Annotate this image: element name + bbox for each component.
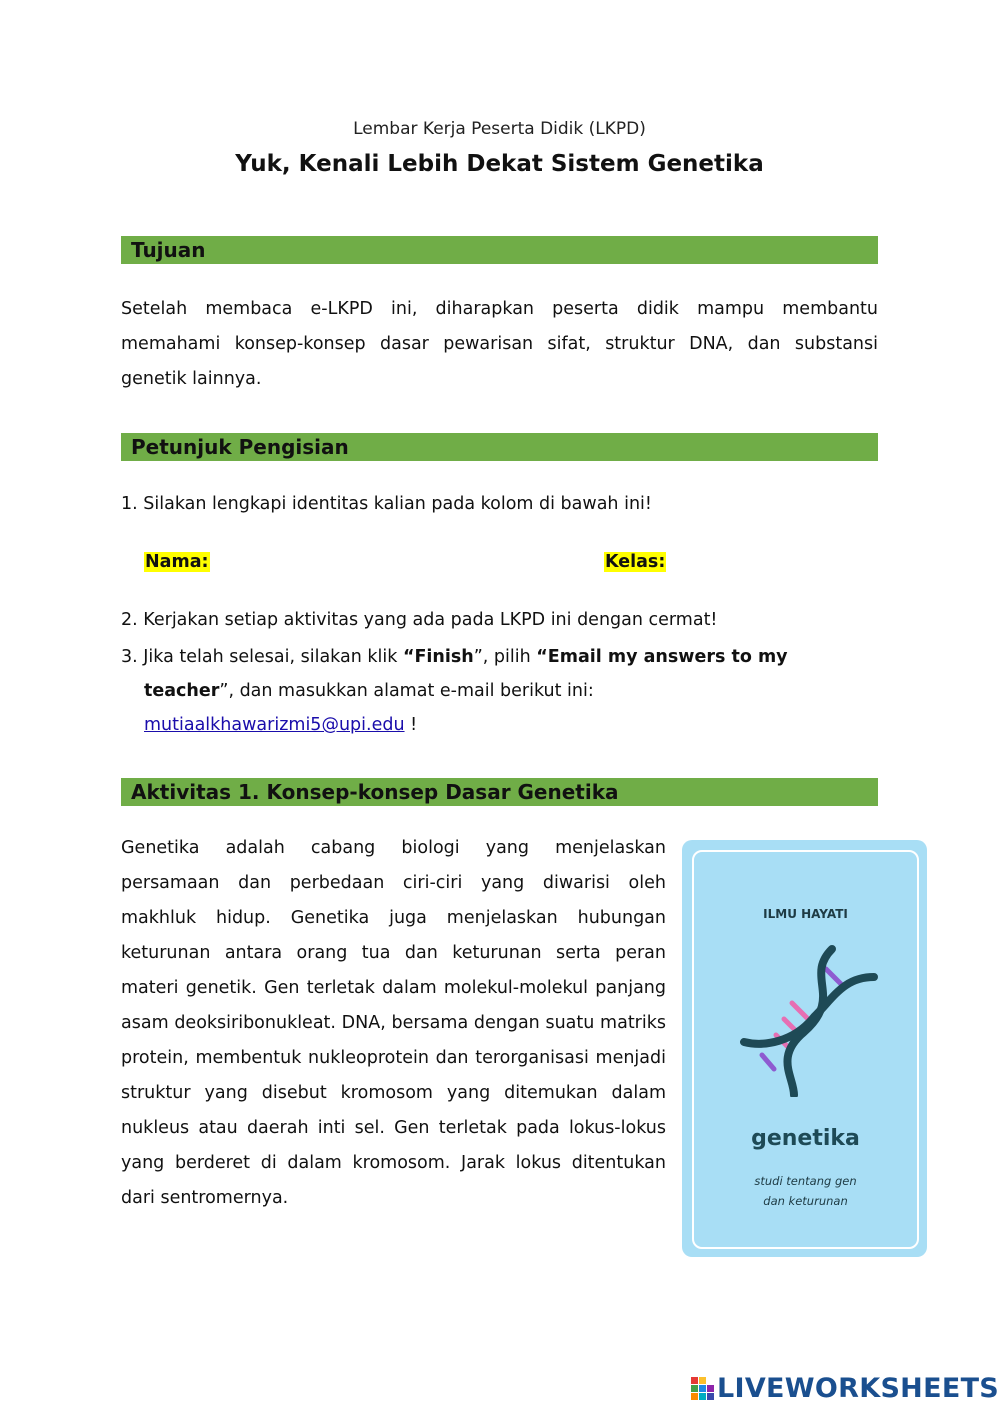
aktivitas-1-paragraph: Genetika adalah cabang biologi yang menjelaskan persamaan dan perbedaan ciri-ciri yang diwarisi oleh makhluk hidup. Genetika juga menjelaskan hubungan keturunan antara orang tua dan keturunan serta peran materi genetik. Gen terletak dalam molekul-molekul panjang asam deoksiribonukleat. DNA, bersama dengan suatu matriks protein, membentuk nukleoprotein dan terorganisasi menjadi struktur yang disebut kromosom yang ditemukan dalam nukleus atau daerah inti sel. Gen terletak pada lokus-lokus yang berderet di dalam kromosom. Jarak lokus ditentukan dari sentromernya. — [121, 838, 666, 1208]
document-subtitle: Lembar Kerja Peserta Didik (LKPD) — [353, 119, 646, 139]
email-option-term: “Email my answers to my — [536, 647, 788, 667]
dna-helix-icon — [734, 937, 884, 1097]
cover-frame — [692, 850, 919, 1249]
liveworksheets-logo-icon — [691, 1377, 715, 1403]
liveworksheets-logo-text: LIVEWORKSHEETS — [717, 1373, 999, 1404]
email-suffix: ! — [404, 715, 418, 735]
item3-text-a: 3. Jika telah selesai, silakan klik — [121, 647, 403, 667]
section-heading-aktivitas-1: Aktivitas 1. Konsep-konsep Dasar Genetika — [121, 778, 878, 806]
cover-top-label: ILMU HAYATI — [763, 907, 848, 921]
instruction-item-1: 1. Silakan lengkapi identitas kalian pada kolom di bawah ini! — [121, 494, 652, 514]
document-title: Yuk, Kenali Lebih Dekat Sistem Genetika — [235, 151, 764, 177]
nama-label: Nama: — [145, 552, 209, 572]
tujuan-paragraph: Setelah membaca e-LKPD ini, diharapkan peserta didik mampu membantu memahami konsep-konsep dasar pewarisan sifat, struktur DNA, dan substansi genetik lainnya. — [121, 299, 878, 389]
email-line — [144, 708, 417, 743]
email-link[interactable]: mutiaalkhawarizmi5@upi.edu — [144, 715, 405, 735]
instruction-item-3-cont — [144, 674, 594, 709]
nama-field-label[interactable] — [144, 545, 210, 580]
finish-term: “Finish — [402, 647, 474, 667]
item3-text-c: ”, dan masukkan alamat e-mail berikut ini: — [219, 681, 594, 701]
kelas-label: Kelas: — [605, 552, 666, 572]
instruction-item-3 — [121, 640, 788, 675]
cover-title: genetika — [751, 1126, 860, 1151]
teacher-term: teacher — [144, 681, 220, 701]
section-heading-petunjuk: Petunjuk Pengisian — [121, 433, 878, 461]
cover-subtitle-2: dan keturunan — [763, 1194, 848, 1208]
kelas-field-label[interactable] — [604, 545, 666, 580]
cover-subtitle-1: studi tentang gen — [754, 1174, 857, 1188]
item3-text-b: ”, pilih — [473, 647, 537, 667]
genetika-cover-image — [682, 840, 927, 1257]
section-heading-tujuan: Tujuan — [121, 236, 878, 264]
instruction-item-2: 2. Kerjakan setiap aktivitas yang ada pada LKPD ini dengan cermat! — [121, 610, 718, 630]
